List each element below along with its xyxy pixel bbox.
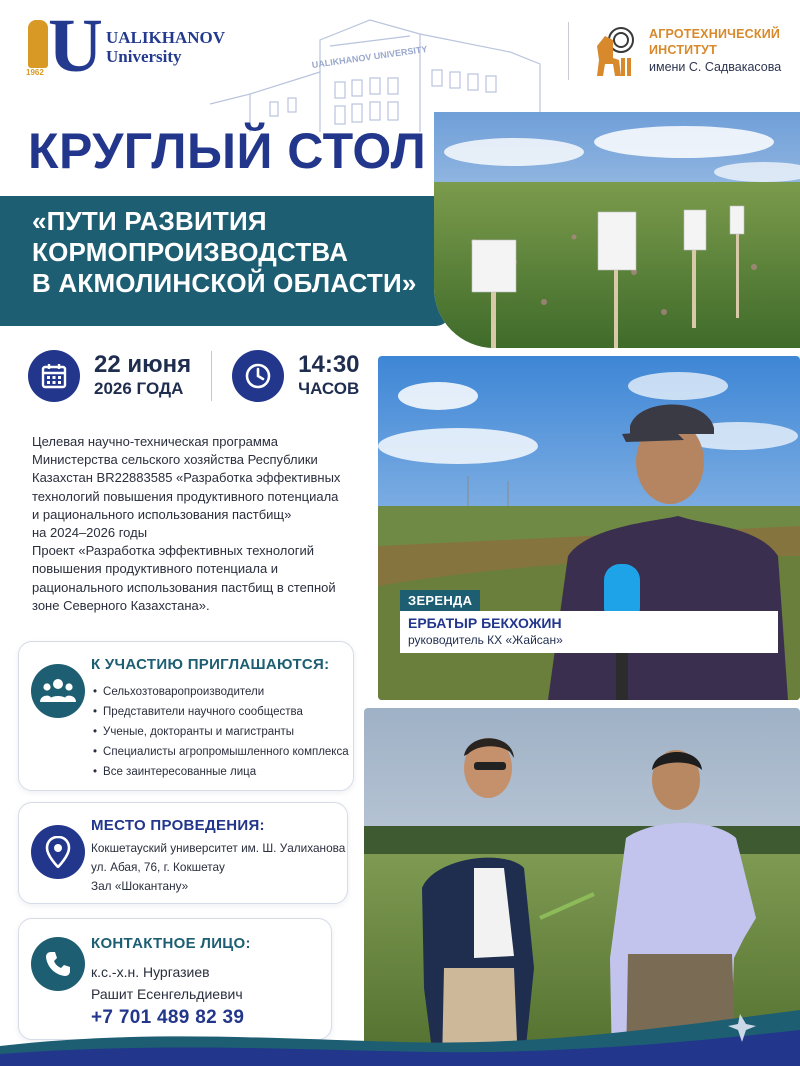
desc-line: Министерства сельского хозяйства Республики bbox=[32, 452, 318, 468]
clock-icon bbox=[232, 350, 284, 402]
interview-caption bbox=[400, 590, 778, 653]
institute-name-line1: АГРОТЕХНИЧЕСКИЙ bbox=[649, 27, 781, 42]
event-time: 14:30 bbox=[298, 350, 360, 378]
desc-line: Казахстан BR22883585 «Разработка эффективных bbox=[32, 470, 341, 486]
event-title: КРУГЛЫЙ СТОЛ bbox=[28, 123, 427, 179]
date-time-row bbox=[28, 350, 360, 402]
list-item: • Специалисты агропромышленного комплекса bbox=[93, 742, 349, 762]
university-logo bbox=[26, 4, 226, 88]
contact-heading: КОНТАКТНОЕ ЛИЦО: bbox=[91, 935, 251, 952]
program-description bbox=[32, 433, 382, 615]
desc-line: Проект «Разработка эффективных технологий bbox=[32, 543, 315, 559]
phone-icon bbox=[31, 937, 85, 991]
topic-line-2: КОРМОПРОИЗВОДСТВА bbox=[32, 236, 349, 267]
building-sign: UALIKHANOV UNIVERSITY bbox=[311, 43, 428, 71]
institute-name-line3: имени С. Садвакасова bbox=[649, 59, 782, 74]
desc-line: рационального использования пастбищ в степной bbox=[32, 579, 336, 595]
desc-line: технологий повышения продуктивного потенциала bbox=[32, 488, 339, 504]
venue-hall: Зал «Шокантану» bbox=[91, 879, 189, 893]
invited-list bbox=[93, 682, 349, 782]
location-pin-icon bbox=[31, 825, 85, 879]
institute-logo bbox=[568, 22, 781, 80]
contact-phone[interactable]: +7 701 489 82 39 bbox=[91, 1007, 245, 1028]
university-year: 1962 bbox=[26, 68, 44, 77]
desc-line: и рационального использования пастбищ» bbox=[32, 506, 292, 522]
venue-heading: МЕСТО ПРОВЕДЕНИЯ: bbox=[91, 817, 265, 834]
horse-icon bbox=[591, 24, 639, 78]
university-name-line1: UALIKHANOV bbox=[106, 28, 226, 48]
venue-street: ул. Абая, 76, г. Кокшетау bbox=[91, 860, 225, 874]
list-item: • Ученые, докторанты и магистранты bbox=[93, 722, 349, 742]
list-item: • Представители научного сообщества bbox=[93, 702, 349, 722]
invited-heading: К УЧАСТИЮ ПРИГЛАШАЮТСЯ: bbox=[91, 656, 330, 673]
list-item: • Сельхозтоваропроизводители bbox=[93, 682, 349, 702]
topic-line-1: «ПУТИ РАЗВИТИЯ bbox=[32, 206, 267, 236]
event-topic-banner bbox=[0, 196, 450, 326]
u-letter-icon: U bbox=[48, 4, 103, 88]
institute-name-line2: ИНСТИТУТ bbox=[649, 42, 717, 57]
university-emblem bbox=[26, 4, 104, 88]
invited-card bbox=[18, 641, 354, 791]
caption-person-role: руководитель КХ «Жайсан» bbox=[408, 633, 563, 647]
list-item: • Все заинтересованные лица bbox=[93, 762, 349, 782]
desc-line: зоне Северного Казахстана». bbox=[32, 597, 210, 613]
caption-location: ЗЕРЕНДА bbox=[400, 590, 480, 611]
university-name-line2: University bbox=[106, 47, 182, 66]
contact-degree: к.с.-х.н. Нургазиев bbox=[91, 964, 210, 980]
event-time-unit: ЧАСОВ bbox=[298, 379, 360, 399]
desc-line: на 2024–2026 годы bbox=[32, 524, 148, 540]
people-icon bbox=[31, 664, 85, 718]
desc-line: повышения продуктивного потенциала и bbox=[32, 561, 279, 577]
event-date: 22 июня bbox=[94, 350, 192, 378]
calendar-icon bbox=[28, 350, 80, 402]
contact-name: Рашит Есенгельдиевич bbox=[91, 986, 243, 1002]
topic-line-3: В АКМОЛИНСКОЙ ОБЛАСТИ» bbox=[32, 267, 417, 298]
desc-line: Целевая научно-техническая программа bbox=[32, 434, 279, 449]
venue-university: Кокшетауский университет им. Ш. Уалиханова bbox=[91, 841, 346, 855]
event-year: 2026 ГОДА bbox=[94, 379, 184, 399]
venue-card bbox=[18, 802, 348, 904]
decorative-wave bbox=[0, 990, 800, 1066]
caption-person-name: ЕРБАТЫР БЕКХОЖИН bbox=[408, 615, 562, 631]
statue-icon bbox=[28, 20, 48, 68]
field-plots-photo bbox=[434, 112, 800, 348]
